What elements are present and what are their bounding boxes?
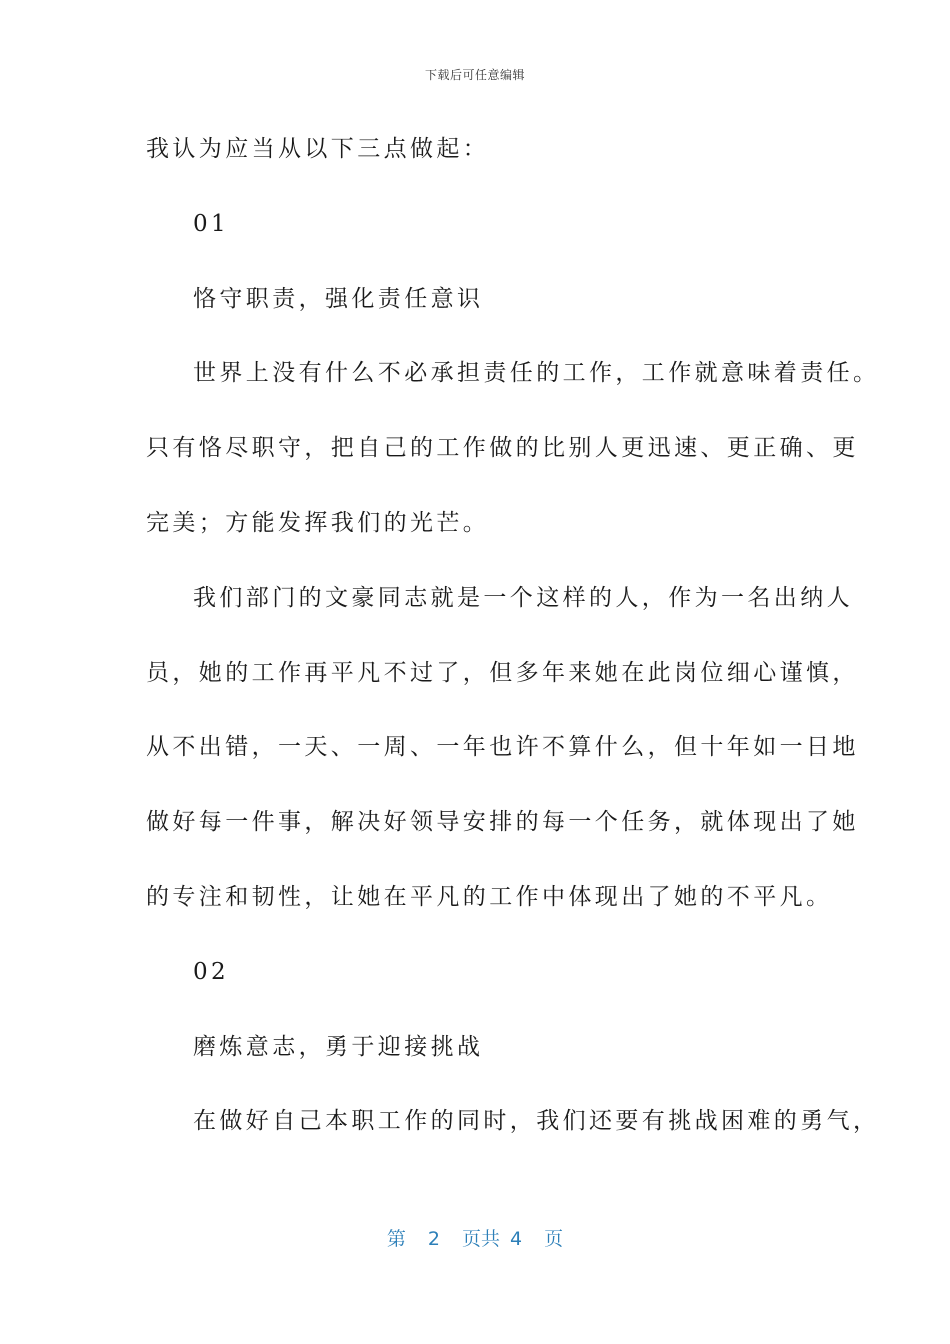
paragraph-line: 在做好自己本职工作的同时，我们还要有挑战困难的勇气， bbox=[193, 1108, 880, 1135]
section-heading: 恪守职责，强化责任意识 bbox=[193, 285, 484, 312]
page-footer bbox=[0, 1224, 950, 1251]
paragraph-line: 的专注和韧性，让她在平凡的工作中体现出了她的不平凡。 bbox=[146, 883, 833, 910]
section-number: 02 bbox=[193, 958, 230, 985]
paragraph-line: 从不出错，一天、一周、一年也许不算什么，但十年如一日地 bbox=[146, 734, 859, 761]
document-body bbox=[146, 112, 880, 1159]
paragraph-line: 完美；方能发挥我们的光芒。 bbox=[146, 509, 490, 536]
paragraph-line: 世界上没有什么不必承担责任的工作，工作就意味着责任。 bbox=[193, 360, 880, 387]
footer-middle: 页共 bbox=[461, 1228, 500, 1250]
section-number: 01 bbox=[193, 210, 230, 237]
footer-prefix: 第 bbox=[386, 1228, 406, 1250]
footer-suffix: 页 bbox=[544, 1228, 564, 1250]
page-header: 下载后可任意编辑 bbox=[424, 68, 525, 82]
section-heading: 磨炼意志，勇于迎接挑战 bbox=[193, 1033, 484, 1060]
footer-total-pages: 4 bbox=[510, 1228, 523, 1250]
paragraph-line: 员，她的工作再平凡不过了，但多年来她在此岗位细心谨慎， bbox=[146, 659, 859, 686]
paragraph-line: 只有恪尽职守，把自己的工作做的比别人更迅速、更正确、更 bbox=[146, 435, 859, 462]
paragraph-line: 我认为应当从以下三点做起： bbox=[146, 136, 490, 162]
footer-page-number: 2 bbox=[427, 1228, 440, 1250]
paragraph-line: 我们部门的文豪同志就是一个这样的人，作为一名出纳人 bbox=[193, 584, 853, 611]
paragraph-line: 做好每一件事，解决好领导安排的每一个任务，就体现出了她 bbox=[146, 809, 859, 836]
